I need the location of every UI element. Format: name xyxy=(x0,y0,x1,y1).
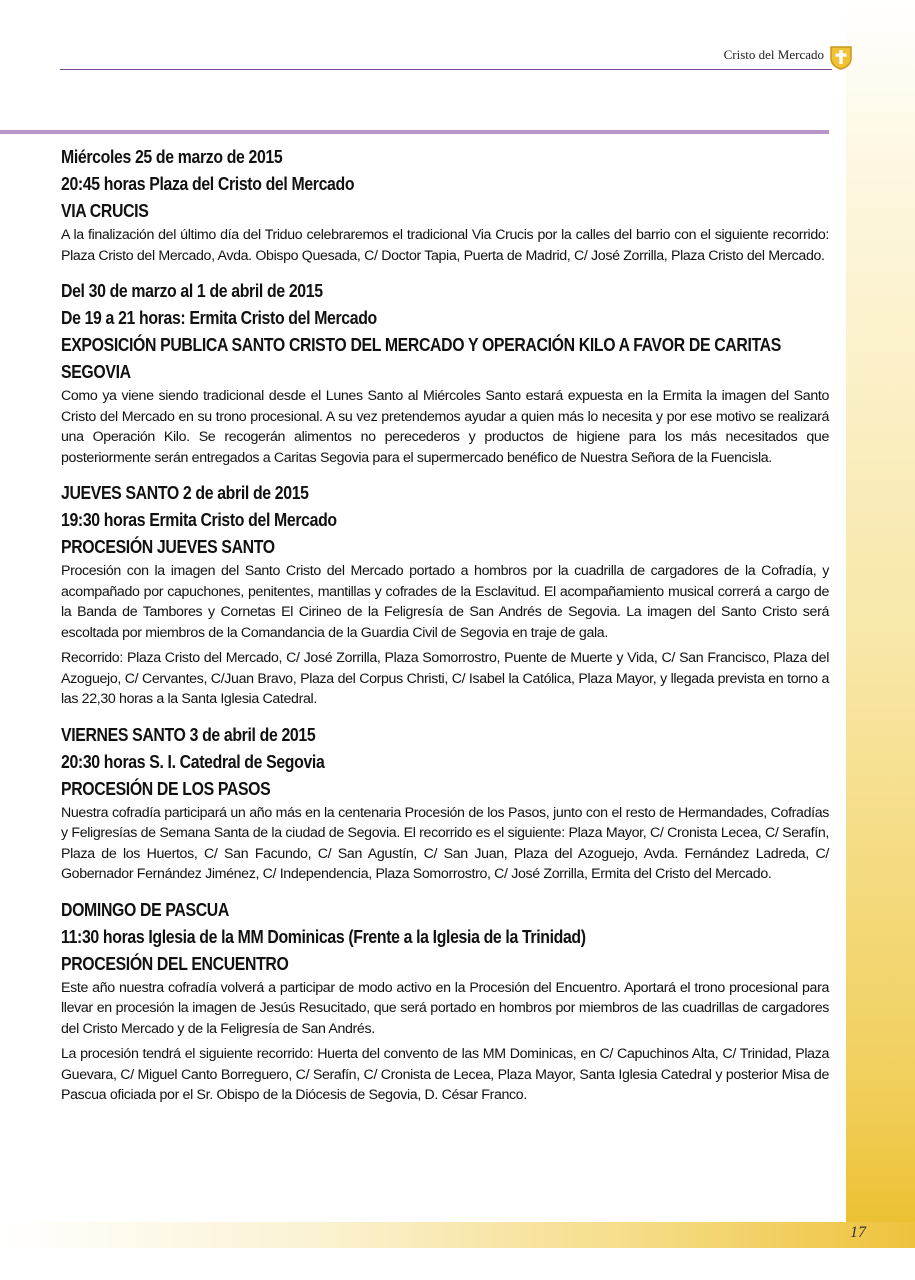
event-time-place: 20:30 horas S. I. Catedral de Segovia xyxy=(61,751,325,772)
event-date: JUEVES SANTO 2 de abril de 2015 xyxy=(61,483,309,503)
event-route: La procesión tendrá el siguiente recorrido: Huerta del convento de las MM Dominicas, en C/ Capuchinos Alta, C/ Trinidad, Plaza Guevara, C/ Miguel Canto Borreguero, C/ Serafín, C/ Cronista de Lecea, Plaza Mayor, Santa Iglesia Catedral y posterior Misa de Pascua oficiada por el Sr. Obispo de la Diócesis de Segovia, D. César Franco. xyxy=(61,1046,829,1103)
event-block xyxy=(61,480,829,710)
event-time-place: 11:30 horas Iglesia de la MM Dominicas (Frente a la Iglesia de la Trinidad) xyxy=(61,926,586,947)
event-title: PROCESIÓN DE LOS PASOS xyxy=(61,778,271,799)
event-date: Miércoles 25 de marzo de 2015 xyxy=(61,147,283,167)
event-date: Del 30 de marzo al 1 de abril de 2015 xyxy=(61,281,323,301)
event-title: EXPOSICIÓN PUBLICA SANTO CRISTO DEL MERCADO Y OPERACIÓN KILO A FAVOR DE CARITAS SEGOVIA xyxy=(61,335,781,382)
bottom-margin xyxy=(0,1248,915,1280)
event-title: PROCESIÓN JUEVES SANTO xyxy=(61,537,275,557)
event-block xyxy=(61,897,829,1106)
event-description: Nuestra cofradía participará un año más en la centenaria Procesión de los Pasos, junto con el resto de Hermandades, Cofradías y Feligresías de Semana Santa de la ciudad de Segovia. El recorrido es el siguiente: Plaza Mayor, C/ Cronista Lecea, C/ Serafín, Plaza de los Huertos, C/ San Facundo, C/ San Agustín, C/ San Juan, Plaza del Azoguejo, Avda. Fernández Ladreda, C/ Gobernador Fernández Jiménez, C/ Independencia, Plaza Somorrostro, C/ José Zorrilla, Ermita del Cristo del Mercado. xyxy=(61,804,829,882)
event-time-place: 19:30 horas Ermita Cristo del Mercado xyxy=(61,510,337,530)
event-block xyxy=(61,722,829,885)
header-rule xyxy=(60,69,832,70)
event-description: Como ya viene siendo tradicional desde el Lunes Santo al Miércoles Santo estará expuesta en la Ermita la imagen del Santo Cristo del Mercado en su trono procesional. A su vez pretendemos ayudar a quien más lo necesita y por ese motivo se realizará una Operación Kilo. Se recogerán alimentos no perecederos y productos de higiene para los más necesitados que posteriormente serán entregados a Caritas Segovia para el supermercado benéfico de Nuestra Señora de la Fuencisla. xyxy=(61,388,829,466)
running-header-title: Cristo del Mercado xyxy=(723,47,824,62)
page-number: 17 xyxy=(850,1224,866,1241)
event-time-place: De 19 a 21 horas: Ermita Cristo del Mercado xyxy=(61,308,377,328)
event-title: VIA CRUCIS xyxy=(61,201,149,221)
event-title: PROCESIÓN DEL ENCUENTRO xyxy=(61,953,289,974)
section-divider xyxy=(0,130,829,134)
event-route: Recorrido: Plaza Cristo del Mercado, C/ José Zorrilla, Plaza Somorrostro, Puente de Muerte y Vida, C/ San Francisco, Plaza del Azoguejo, C/ Cervantes, C/Juan Bravo, Plaza del Corpus Christi, C/ Isabel la Católica, Plaza Mayor, y llegada prevista en torno a las 22,30 horas a la Santa Iglesia Catedral. xyxy=(61,650,829,707)
event-block xyxy=(61,144,829,266)
page-content xyxy=(61,144,829,1118)
cross-emblem-icon xyxy=(828,44,854,70)
event-time-place: 20:45 horas Plaza del Cristo del Mercado xyxy=(61,174,355,194)
decorative-right-band xyxy=(846,0,915,1280)
event-date: DOMINGO DE PASCUA xyxy=(61,899,229,920)
event-date: VIERNES SANTO 3 de abril de 2015 xyxy=(61,724,316,745)
event-description: Este año nuestra cofradía volverá a participar de modo activo en la Procesión del Encuentro. Aportará el trono procesional para llevar en procesión la imagen de Jesús Resucitado, que será portado en hombros por miembros de las cuadrillas de cargadores del Cristo Mercado y de la Feligresía de San Andrés. xyxy=(61,979,829,1037)
event-block xyxy=(61,278,829,468)
event-description: A la finalización del último día del Triduo celebraremos el tradicional Via Crucis por la calles del barrio con el siguiente recorrido: Plaza Cristo del Mercado, Avda. Obispo Quesada, C/ Doctor Tapia, Puerta de Madrid, C/ José Zorrilla, Plaza Cristo del Mercado. xyxy=(61,227,829,264)
event-description: Procesión con la imagen del Santo Cristo del Mercado portado a hombros por la cuadrilla de cargadores de la Cofradía, y acompañado por capuchones, penitentes, mantillas y cofrades de la Esclavitud. El acompañamiento musical correrá a cargo de la Banda de Tambores y Cornetas El Cirineo de la Feligresía de San Andrés de Segovia. La imagen del Santo Cristo será escoltada por miembros de la Comandancia de la Guardia Civil de Segovia en traje de gala. xyxy=(61,563,829,641)
